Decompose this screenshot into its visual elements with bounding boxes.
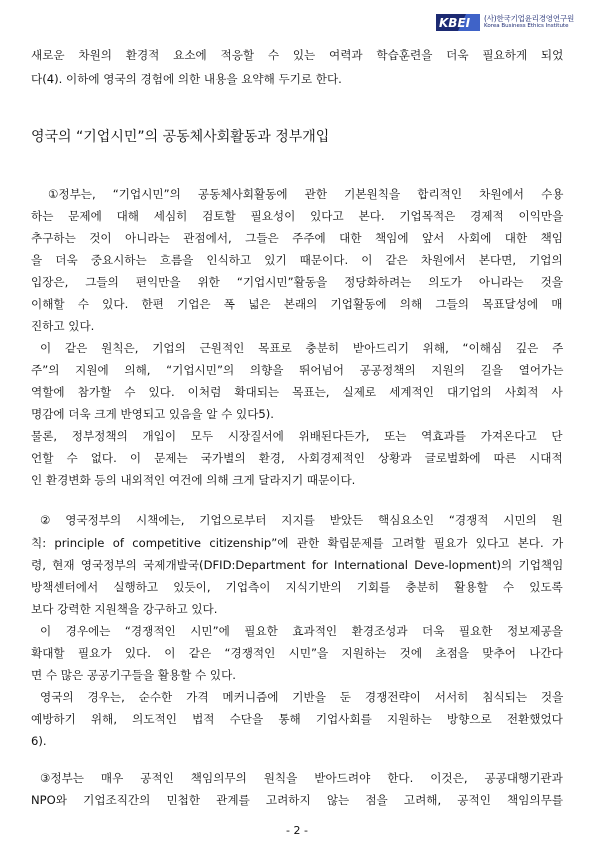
body-line-19: 령, 현재 영국정부의 국제개발국(DFID:Department for International Deve-lopment)의 기업책임 <box>31 558 564 572</box>
body-line-24: 면 수 많은 공공기구들을 활용할 수 있다. <box>31 668 236 682</box>
body-line-10: 이 같은 원칙은, 기업의 근원적인 목표로 충분히 받아드리기 위해, “이해심 깊은 주 <box>40 341 564 355</box>
svg-text:KBEI: KBEI <box>439 16 471 30</box>
body-line-9: 진하고 있다. <box>31 319 95 333</box>
kbei-logo-mark <box>436 14 480 31</box>
institute-logo <box>436 12 586 34</box>
body-line-4: 하는 문제에 대해 세심히 검토할 필요성이 있다고 본다. 기업목적은 경제적 이익만을 <box>31 209 564 223</box>
body-line-15: 언할 수 없다. 이 문제는 국가별의 환경, 사회경제적인 상황과 글로벌화에 따른 시대적 <box>31 451 563 465</box>
body-line-12: 역할에 참가할 수 있다. 이처럼 확대되는 목표는, 실제로 세계적인 대기업의 사회적 사 <box>31 385 563 399</box>
page-number: - 2 - <box>286 824 308 837</box>
body-line-16: 인 환경변화 등의 내외적인 여건에 의해 크게 달라지기 때문이다. <box>31 473 356 487</box>
body-line-26: 예방하기 위해, 의도적인 법적 수단을 통해 기업사회를 지원하는 방향으로 전환했었다 <box>31 712 563 726</box>
body-line-28: ③정부는 매우 공적인 책임의무의 원칙을 받아드려야 한다. 이것은, 공공대행기관과 <box>40 771 563 785</box>
section-heading: 영국의 “기업시민”의 공동체사회활동과 정부개입 <box>31 129 330 145</box>
body-line-23: 확대할 필요가 있다. 이 같은 “경쟁적인 시민”을 지원하는 것에 초점을 맞추어 나간다 <box>31 646 563 660</box>
body-line-25: 영국의 경우는, 순수한 가격 메커니즘에 기반을 둔 경쟁전략이 서서히 침식되는 것을 <box>40 690 564 704</box>
institute-name-korean: (사)한국기업윤리경영연구원 <box>484 14 574 23</box>
body-line-18: 칙: principle of competitive citizenship”에 관한 확립문제를 고려할 필요가 있다고 본다. 가 <box>31 536 564 550</box>
body-line-27: 6). <box>31 734 47 748</box>
body-line-14: 물론, 정부정책의 개입이 모두 시장질서에 위배된다든가, 또는 역효과를 가져온다고 단 <box>31 429 563 443</box>
body-line-22: 이 경우에는 “경쟁적인 시민”에 필요한 효과적인 환경조성과 더욱 필요한 정보제공을 <box>40 624 563 638</box>
body-line-13: 명감에 더욱 크게 반영되고 있음을 알 수 있다5). <box>31 407 274 421</box>
institute-name-english: Korea Business Ethics Institute <box>484 23 569 29</box>
body-line-7: 입장은, 그들의 편익만을 위한 “기업시민”활동을 정당화하려는 의도가 아니라는 것을 <box>31 275 563 289</box>
body-line-5: 추구하는 것이 아니라는 관점에서, 그들은 주주에 대한 책임에 앞서 사회에 대한 책임 <box>31 231 564 245</box>
body-line-20: 방책센터에서 실행하고 있듯이, 기업측이 지식기반의 기회를 충분히 활용할 수 있도록 <box>31 580 563 594</box>
body-line-3: ①정부는, “기업시민”의 공동체사회활동에 관한 기본원칙을 합리적인 차원에서 수용 <box>48 187 564 201</box>
body-line-6: 을 더욱 중요시하는 흐름을 인식하고 있기 때문이다. 이 같은 차원에서 본다면, 기업의 <box>31 253 563 267</box>
body-line-8: 이해할 수 있다. 한편 기업은 폭 넓은 본래의 기업활동에 의해 그들의 목표달성에 매 <box>31 297 563 311</box>
body-line-17: ② 영국정부의 시책에는, 기업으로부터 지지를 받았든 핵심요소인 “경쟁적 시민의 원 <box>40 513 563 527</box>
body-line-21: 보다 강력한 지원책을 강구하고 있다. <box>31 602 218 616</box>
body-line-11: 주”의 지원에 의해, “기업시민”의 의향을 뛰어넘어 공공정책의 지원의 길을 열어가는 <box>31 363 564 377</box>
body-line-1: 새로운 차원의 환경적 요소에 적응할 수 있는 여력과 학습훈련을 더욱 필요하게 되었 <box>31 48 564 62</box>
body-line-2: 다(4). 이하에 영국의 경험에 의한 내용을 요약해 두기로 한다. <box>31 72 342 86</box>
body-line-29: NPO와 기업조직간의 민첩한 관계를 고려하지 않는 점을 고려해, 공적인 책임의무를 <box>31 793 564 807</box>
